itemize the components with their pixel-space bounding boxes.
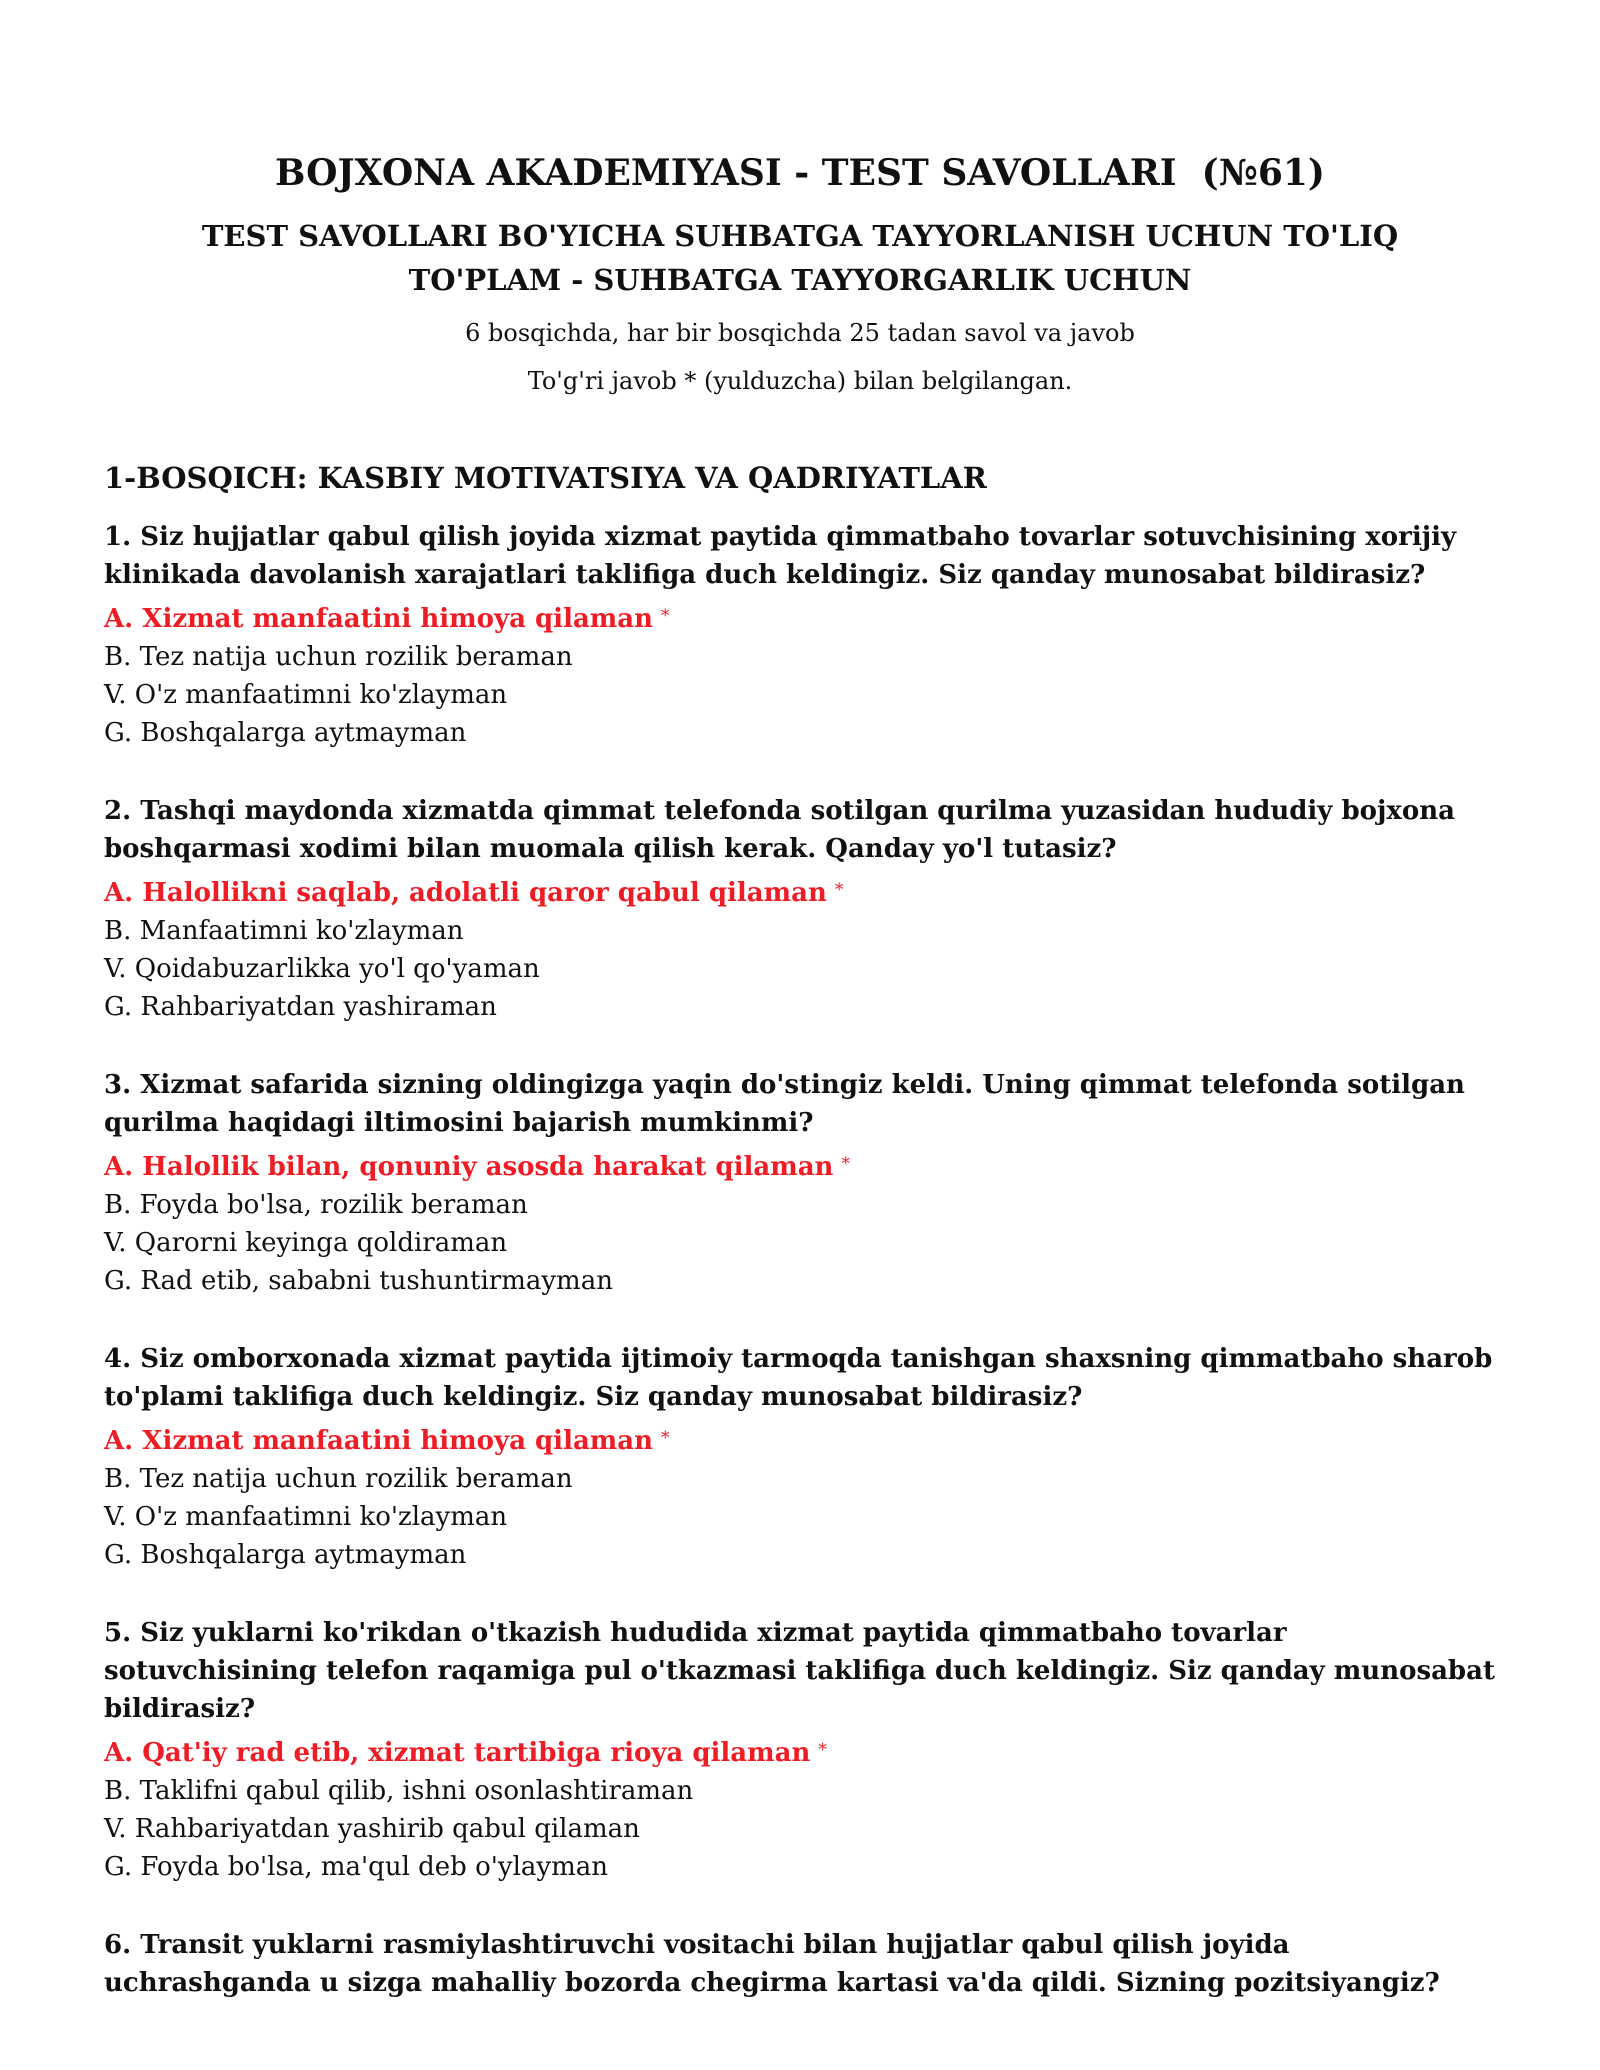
document-subtitle: TEST SAVOLLARI BO'YICHA SUHBATGA TAYYORLANISH UCHUN TO'LIQ TO'PLAM - SUHBATGA TAYYORGARLIK UCHUN (201, 219, 1399, 297)
question-text: 5. Siz yuklarni ko'rikdan o'tkazish hududida xizmat paytida qimmatbaho tovarlar sotuvchisining telefon raqamiga pul o'tkazmasi taklifiga duch keldingiz. Siz qanday munosabat bildirasiz? (104, 1618, 1495, 1724)
answer-option: B. Taklifni qabul qilib, ishni osonlashtiraman (104, 1776, 694, 1806)
question-block (104, 1614, 1504, 1886)
option-label: A. Halollikni saqlab, adolatli qaror qabul qilaman (104, 878, 827, 908)
correct-marker: * (661, 606, 670, 626)
correct-answer (104, 1419, 1504, 1460)
correct-answer (104, 871, 1504, 912)
answer-option: B. Foyda bo'lsa, rozilik beraman (104, 1190, 528, 1220)
question-block (104, 792, 1504, 1026)
answer-option: G. Rahbariyatdan yashiraman (104, 992, 497, 1022)
answer-option: V. O'z manfaatimni ko'zlayman (104, 1502, 508, 1532)
option-label: A. Qat'iy rad etib, xizmat tartibiga rioya qilaman (104, 1738, 811, 1768)
question-text: 3. Xizmat safarida sizning oldingizga yaqin do'stingiz keldi. Uning qimmat telefonda sotilgan qurilma haqidagi iltimosini bajarish mumkinmi? (104, 1070, 1465, 1138)
option-label: A. Xizmat manfaatini himoya qilaman (104, 1426, 654, 1456)
option-label: A. Halollik bilan, qonuniy asosda harakat qilaman (104, 1152, 834, 1182)
answer-key-note: To'g'ri javob * (yulduzcha) bilan belgilangan. (527, 367, 1073, 395)
answer-option: V. Qoidabuzarlikka yo'l qo'yaman (104, 954, 540, 984)
test-content (104, 458, 1504, 2042)
question-text: 1. Siz hujjatlar qabul qilish joyida xizmat paytida qimmatbaho tovarlar sotuvchisining xorijiy klinikada davolanish xarajatlari taklifiga duch keldingiz. Siz qanday munosabat bildirasiz? (104, 522, 1457, 590)
correct-answer (104, 1145, 1504, 1186)
answer-option: B. Manfaatimni ko'zlayman (104, 916, 464, 946)
section-title: 1-BOSQICH: KASBIY MOTIVATSIYA VA QADRIYATLAR (104, 461, 987, 495)
document-header (0, 148, 1600, 398)
correct-marker: * (834, 880, 844, 900)
question-block (104, 518, 1504, 752)
question-text: 4. Siz omborxonada xizmat paytida ijtimoiy tarmoqda tanishgan shaxsning qimmatbaho sharob to'plami taklifiga duch keldingiz. Siz qanday munosabat bildirasiz? (104, 1344, 1493, 1412)
correct-answer (104, 597, 1504, 638)
answer-option: V. Rahbariyatdan yashirib qabul qilaman (104, 1814, 640, 1844)
correct-marker: * (841, 1154, 850, 1174)
question-block (104, 1066, 1504, 1300)
answer-option: G. Boshqalarga aytmayman (104, 718, 467, 748)
answer-option: V. O'z manfaatimni ko'zlayman (104, 680, 508, 710)
answer-option: B. Tez natija uchun rozilik beraman (104, 1464, 573, 1494)
question-block (104, 1926, 1504, 2002)
answer-option: B. Tez natija uchun rozilik beraman (104, 642, 573, 672)
answer-option: G. Boshqalarga aytmayman (104, 1540, 467, 1570)
question-block (104, 1340, 1504, 1574)
option-label: A. Xizmat manfaatini himoya qilaman (104, 604, 654, 634)
question-text: 6. Transit yuklarni rasmiylashtiruvchi vositachi bilan hujjatlar qabul qilish joyida uchrashganda u sizga mahalliy bozorda chegirma kartasi va'da qildi. Sizning pozitsiyangiz? (104, 1930, 1440, 1998)
answer-option: G. Foyda bo'lsa, ma'qul deb o'ylayman (104, 1852, 608, 1882)
answer-option: V. Qarorni keyinga qoldiraman (104, 1228, 508, 1258)
correct-marker: * (818, 1740, 827, 1760)
correct-marker: * (661, 1428, 670, 1448)
answer-option: G. Rad etib, sababni tushuntirmayman (104, 1266, 613, 1296)
document-title: BOJXONA AKADEMIYASI - TEST SAVOLLARI (№61) (275, 152, 1325, 194)
correct-answer (104, 1731, 1504, 1772)
question-text: 2. Tashqi maydonda xizmatda qimmat telefonda sotilgan qurilma yuzasidan hududiy bojxona boshqarmasi xodimi bilan muomala qilish kerak. Qanday yo'l tutasiz? (104, 796, 1455, 864)
intro-note: 6 bosqichda, har bir bosqichda 25 tadan savol va javob (465, 319, 1135, 347)
